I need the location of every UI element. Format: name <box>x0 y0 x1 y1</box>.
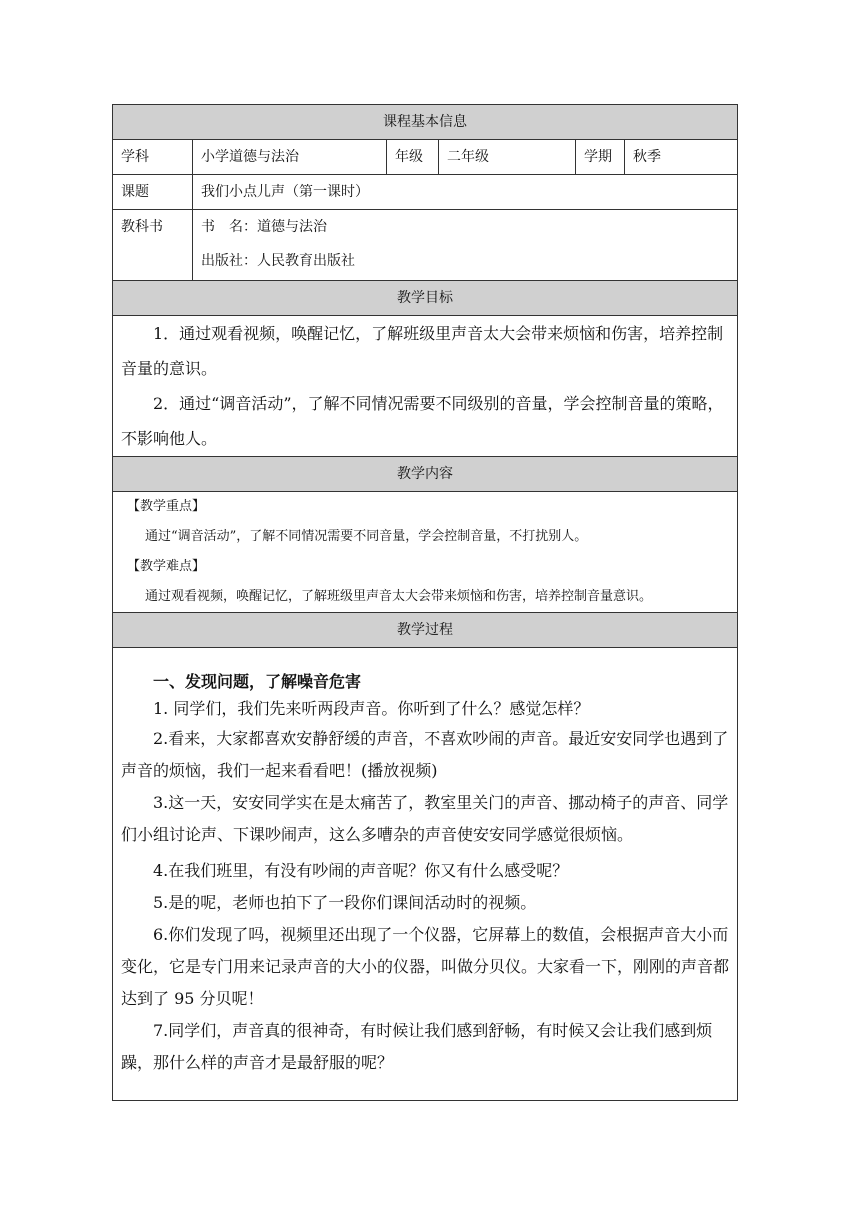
term-value: 秋季 <box>625 140 738 175</box>
book-name-value: 道德与法治 <box>257 219 327 235</box>
key-point-text: 通过“调音活动”，了解不同情况需要不同音量，学会控制音量，不打扰别人。 <box>145 529 588 544</box>
objectives-header: 教学目标 <box>113 281 738 316</box>
difficulty-text: 通过观看视频，唤醒记忆，了解班级里声音太大会带来烦恼和伤害，培养控制音量意识。 <box>145 589 653 604</box>
topic-label: 课题 <box>113 175 193 210</box>
process-cell <box>113 648 738 1101</box>
term-label: 学期 <box>576 140 625 175</box>
objective-item: 2．通过“调音活动”，了解不同情况需要不同级别的音量，学会控制音量的策略，不影响他人。 <box>121 394 724 448</box>
process-step: 5.是的呢，老师也拍下了一段你们课间活动时的视频。 <box>153 893 537 912</box>
textbook-info <box>193 210 738 281</box>
book-name-label: 书 名： <box>201 219 257 235</box>
process-step: 3.这一天，安安同学实在是太痛苦了，教室里关门的声音、挪动椅子的声音、同学们小组讨论声、下课吵闹声，这么多嘈杂的声音使安安同学感觉很烦恼。 <box>121 793 729 844</box>
publisher-value: 人民教育出版社 <box>257 253 355 269</box>
subject-value: 小学道德与法治 <box>193 140 387 175</box>
process-section-title: 一、发现问题，了解噪音危害 <box>153 672 362 691</box>
key-point-label: 【教学重点】 <box>127 499 206 514</box>
process-header: 教学过程 <box>113 613 738 648</box>
publisher-label: 出版社： <box>201 253 257 269</box>
objective-item: 1．通过观看视频，唤醒记忆，了解班级里声音太大会带来烦恼和伤害，培养控制音量的意识。 <box>121 324 724 378</box>
difficulty-label: 【教学难点】 <box>127 559 206 574</box>
content-cell <box>113 492 738 613</box>
process-step: 2.看来，大家都喜欢安静舒缓的声音，不喜欢吵闹的声音。最近安安同学也遇到了声音的烦恼，我们一起来看看吧！(播放视频) <box>121 729 729 780</box>
process-step: 4.在我们班里，有没有吵闹的声音呢？你又有什么感受呢？ <box>153 861 569 880</box>
book-name-line <box>201 210 729 244</box>
textbook-label: 教科书 <box>113 210 193 281</box>
objectives-cell <box>113 316 738 457</box>
subject-label: 学科 <box>113 140 193 175</box>
grade-value: 二年级 <box>439 140 576 175</box>
topic-value: 我们小点儿声（第一课时） <box>193 175 738 210</box>
process-step: 7.同学们，声音真的很神奇，有时候让我们感到舒畅，有时候又会让我们感到烦躁，那什么样的声音才是最舒服的呢？ <box>121 1021 713 1072</box>
lesson-plan-table <box>112 104 738 1101</box>
process-step: 1. 同学们，我们先来听两段声音。你听到了什么？感觉怎样？ <box>153 699 590 718</box>
process-step: 6.你们发现了吗，视频里还出现了一个仪器，它屏幕上的数值，会根据声音大小而变化，它是专门用来记录声音的大小的仪器，叫做分贝仪。大家看一下，刚刚的声音都达到了 95 分贝呢！ <box>121 925 730 1008</box>
basic-info-header: 课程基本信息 <box>113 105 738 140</box>
publisher-line <box>201 244 729 278</box>
content-header: 教学内容 <box>113 457 738 492</box>
grade-label: 年级 <box>387 140 439 175</box>
